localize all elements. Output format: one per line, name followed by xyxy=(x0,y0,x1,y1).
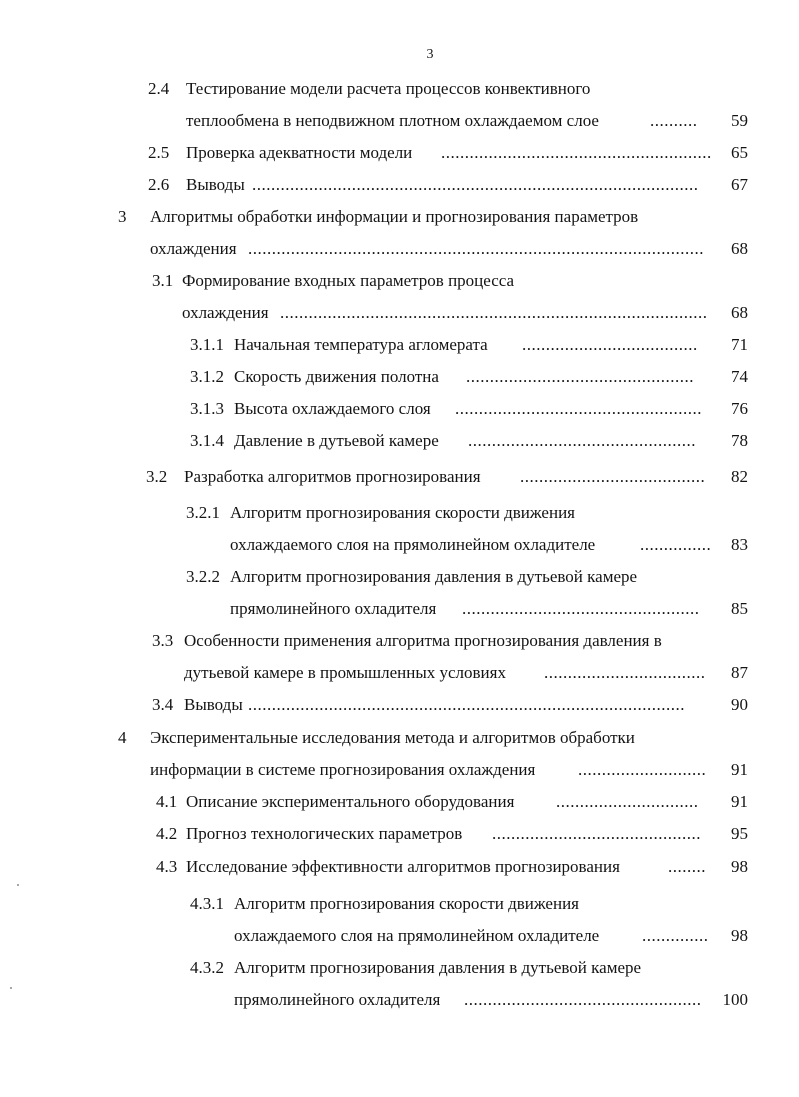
toc-entry-title: Тестирование модели расчета процессов конвективного xyxy=(186,79,591,98)
toc-page-number: 91 xyxy=(731,792,748,811)
toc-leader: .................................................... xyxy=(455,399,702,418)
toc-entry-3-4 xyxy=(152,694,748,716)
toc-entry-text xyxy=(186,502,575,524)
toc-entry-3-1-1 xyxy=(190,334,748,356)
toc-entry-3-2-2 xyxy=(186,566,748,588)
toc-leader: .............. xyxy=(642,926,709,945)
toc-entry-3-3-cont xyxy=(184,662,748,684)
toc-entry-title-cont: охлаждаемого слоя на прямолинейном охладителе xyxy=(230,535,596,554)
toc-entry-text xyxy=(152,694,243,716)
toc-leader: ............................................................................................ xyxy=(248,695,685,714)
toc-entry-number: 4.1 xyxy=(156,792,178,811)
toc-entry-title: Выводы xyxy=(184,695,243,714)
toc-entry-text xyxy=(146,466,481,488)
toc-entry-4-2 xyxy=(156,823,748,845)
toc-entry-title: Формирование входных параметров процесса xyxy=(182,271,515,290)
toc-entry-2-4 xyxy=(148,78,748,100)
toc-leader: .................................................. xyxy=(462,599,700,618)
toc-entry-3-2-2-cont xyxy=(230,598,748,620)
toc-entry-text xyxy=(152,630,662,652)
toc-entry-title: Прогноз технологических параметров xyxy=(186,824,463,843)
toc-entry-3 xyxy=(118,206,748,228)
toc-entry-number: 2.6 xyxy=(148,175,170,194)
toc-entry-4-3-1-cont xyxy=(234,925,748,947)
toc-entry-title: Разработка алгоритмов прогнозирования xyxy=(184,467,481,486)
toc-entry-number: 3.1.1 xyxy=(190,335,224,354)
toc-entry-title: Экспериментальные исследования метода и алгоритмов обработки xyxy=(150,728,635,747)
toc-entry-3-2 xyxy=(146,466,748,488)
toc-entry-title: Особенности применения алгоритма прогнозирования давления в xyxy=(184,631,662,650)
toc-leader: ......................................................... xyxy=(441,143,712,162)
toc-entry-title: Исследование эффективности алгоритмов прогнозирования xyxy=(186,857,620,876)
toc-entry-title-cont: прямолинейного охладителя xyxy=(230,599,437,618)
toc-leader: .................................. xyxy=(544,663,706,682)
toc-page-number: 59 xyxy=(731,111,748,130)
toc-entry-text xyxy=(156,856,620,878)
toc-leader: ................................................ xyxy=(466,367,694,386)
toc-entry-number: 3.4 xyxy=(152,695,174,714)
toc-entry-title: Выводы xyxy=(186,175,245,194)
toc-entry-number: 4.3 xyxy=(156,857,178,876)
toc-page-number: 95 xyxy=(731,824,748,843)
toc-entry-text xyxy=(186,566,637,588)
toc-page-number: 82 xyxy=(731,467,748,486)
toc-entry-3-1-cont xyxy=(182,302,748,324)
scan-speck xyxy=(10,987,12,989)
toc-leader: ............... xyxy=(640,535,712,554)
toc-entry-text xyxy=(190,430,439,452)
toc-page-number: 87 xyxy=(731,663,748,682)
toc-entry-number: 3.1.3 xyxy=(190,399,224,418)
toc-entry-title: Начальная температура агломерата xyxy=(234,335,488,354)
toc-entry-4-3-1 xyxy=(190,893,748,915)
toc-entry-4-1 xyxy=(156,791,748,813)
toc-entry-title: Скорость движения полотна xyxy=(234,367,439,386)
toc-page-number: 90 xyxy=(731,695,748,714)
toc-entry-title: Проверка адекватности модели xyxy=(186,143,413,162)
toc-entry-title: Алгоритм прогнозирования скорости движения xyxy=(234,894,579,913)
toc-page-number: 98 xyxy=(731,857,748,876)
toc-entry-number: 3.1.4 xyxy=(190,431,224,450)
toc-entry-text xyxy=(148,78,590,100)
toc-leader: .............................................................................................. xyxy=(252,175,699,194)
toc-entry-number: 2.4 xyxy=(148,79,170,98)
toc-entry-number: 3.3 xyxy=(152,631,174,650)
toc-page-number: 85 xyxy=(731,599,748,618)
toc-entry-3-2-1-cont xyxy=(230,534,748,556)
toc-leader: ................................................ xyxy=(468,431,696,450)
toc-entry-text xyxy=(156,823,462,845)
toc-leader: .......................................................................................... xyxy=(280,303,708,322)
toc-entry-text xyxy=(148,174,245,196)
toc-entry-4-cont xyxy=(150,759,748,781)
toc-entry-3-cont xyxy=(150,238,748,260)
toc-entry-text xyxy=(118,206,638,228)
toc-entry-title-cont: информации в системе прогнозирования охлаждения xyxy=(150,760,536,779)
toc-page-number: 71 xyxy=(731,335,748,354)
toc-page-number: 100 xyxy=(722,990,748,1009)
toc-entry-text xyxy=(190,893,579,915)
toc-entry-title: Алгоритмы обработки информации и прогнозирования параметров xyxy=(150,207,639,226)
toc-entry-2-6 xyxy=(148,174,748,196)
toc-leader: ..................................... xyxy=(522,335,698,354)
toc-leader: ................................................................................................ xyxy=(248,239,704,258)
toc-leader: ........ xyxy=(668,857,706,876)
toc-entry-3-1-2 xyxy=(190,366,748,388)
toc-leader: ........................... xyxy=(578,760,707,779)
toc-page-number: 67 xyxy=(731,175,748,194)
toc-entry-title: Алгоритм прогнозирования скорости движения xyxy=(230,503,575,522)
toc-entry-3-3 xyxy=(152,630,748,652)
toc-entry-3-1-3 xyxy=(190,398,748,420)
toc-entry-number: 3.2.2 xyxy=(186,567,220,586)
toc-entry-number: 4.2 xyxy=(156,824,178,843)
toc-entry-title-cont: охлаждения xyxy=(150,239,237,258)
toc-page-number: 78 xyxy=(731,431,748,450)
toc-entry-title-cont: охлаждения xyxy=(182,303,269,322)
toc-entry-text xyxy=(190,334,488,356)
toc-entry-3-1 xyxy=(152,270,748,292)
toc-entry-number: 3 xyxy=(118,207,127,226)
toc-entry-number: 4 xyxy=(118,728,127,747)
page-number: 3 xyxy=(426,47,434,62)
toc-entry-title-cont: прямолинейного охладителя xyxy=(234,990,441,1009)
toc-page-number: 68 xyxy=(731,239,748,258)
toc-entry-2-5 xyxy=(148,142,748,164)
toc-entry-text xyxy=(190,957,641,979)
toc-entry-title-cont: теплообмена в неподвижном плотном охлаждаемом слое xyxy=(186,111,599,130)
toc-page-number: 65 xyxy=(731,143,748,162)
toc-entry-4 xyxy=(118,727,748,749)
toc-entry-text xyxy=(152,270,514,292)
toc-entry-number: 4.3.2 xyxy=(190,958,224,977)
toc-leader: ....................................... xyxy=(520,467,706,486)
toc-page-number: 76 xyxy=(731,399,748,418)
toc-page-number: 83 xyxy=(731,535,748,554)
toc-entry-2-4-cont xyxy=(186,110,748,132)
toc-leader: .......... xyxy=(650,111,698,130)
toc-entry-number: 3.1.2 xyxy=(190,367,224,386)
toc-entry-3-2-1 xyxy=(186,502,748,524)
toc-page-number: 74 xyxy=(731,367,748,386)
toc-leader: ............................................ xyxy=(492,824,701,843)
toc-page-number: 68 xyxy=(731,303,748,322)
toc-entry-4-3-2-cont xyxy=(234,989,748,1011)
scan-speck xyxy=(17,884,19,886)
toc-entry-text xyxy=(190,398,431,420)
toc-entry-4-3-2 xyxy=(190,957,748,979)
toc-entry-number: 3.2 xyxy=(146,467,168,486)
toc-entry-title: Давление в дутьевой камере xyxy=(234,431,439,450)
toc-entry-title: Высота охлаждаемого слоя xyxy=(234,399,431,418)
toc-entry-number: 3.2.1 xyxy=(186,503,220,522)
toc-entry-text xyxy=(190,366,439,388)
toc-entry-title: Алгоритм прогнозирования давления в дутьевой камере xyxy=(230,567,638,586)
toc-entry-text xyxy=(156,791,514,813)
toc-entry-number: 3.1 xyxy=(152,271,174,290)
toc-leader: .................................................. xyxy=(464,990,702,1009)
toc-entry-title-cont: охлаждаемого слоя на прямолинейном охладителе xyxy=(234,926,600,945)
toc-entry-number: 4.3.1 xyxy=(190,894,224,913)
toc-entry-title: Описание экспериментального оборудования xyxy=(186,792,515,811)
toc-entry-4-3 xyxy=(156,856,748,878)
toc-entry-title: Алгоритм прогнозирования давления в дутьевой камере xyxy=(234,958,642,977)
toc-entry-3-1-4 xyxy=(190,430,748,452)
toc-entry-text xyxy=(148,142,412,164)
toc-page-number: 98 xyxy=(731,926,748,945)
toc-entry-title-cont: дутьевой камере в промышленных условиях xyxy=(184,663,506,682)
toc-page-number: 91 xyxy=(731,760,748,779)
toc-entry-text xyxy=(118,727,635,749)
toc-entry-number: 2.5 xyxy=(148,143,170,162)
toc-leader: .............................. xyxy=(556,792,699,811)
